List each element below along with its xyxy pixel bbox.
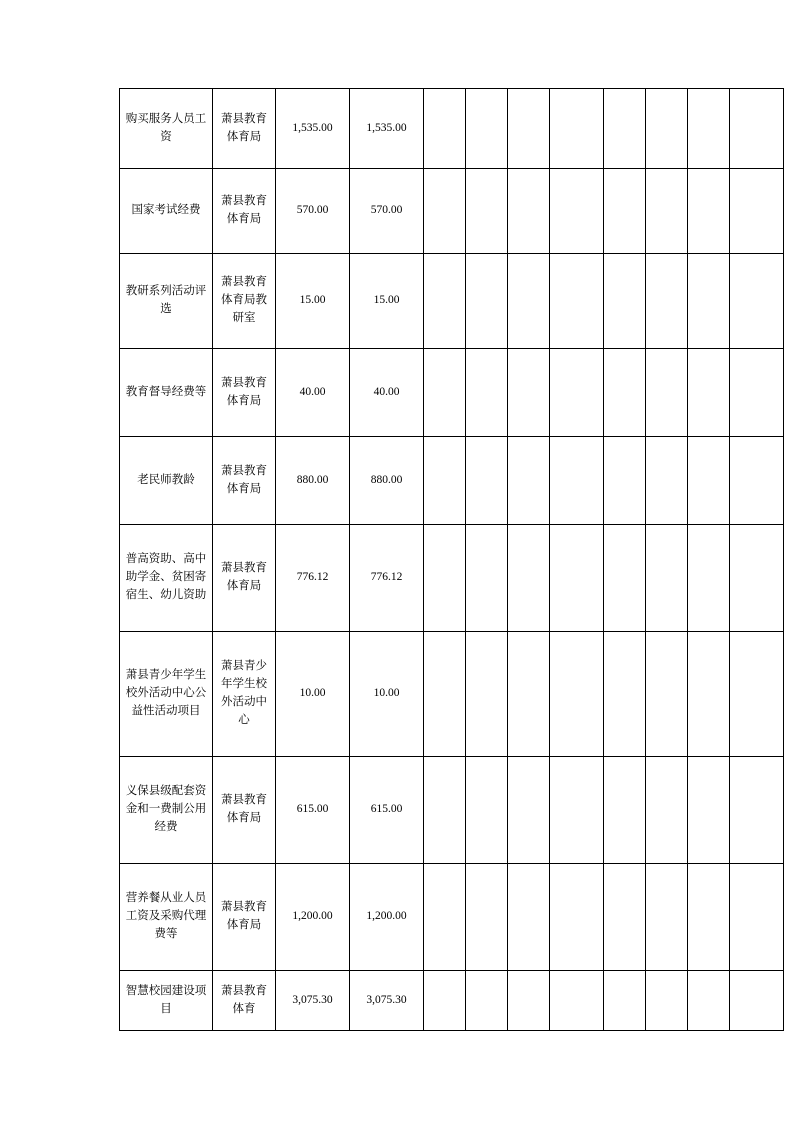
row-blank-cell — [646, 89, 688, 169]
row-amount-1: 3,075.30 — [276, 971, 350, 1031]
row-blank-cell — [604, 864, 646, 971]
row-blank-cell — [688, 89, 730, 169]
row-project-name: 教研系列活动评选 — [120, 254, 213, 349]
row-amount-2: 1,200.00 — [350, 864, 424, 971]
row-blank-cell — [550, 349, 604, 437]
page-bottom-margin — [0, 1035, 793, 1125]
table-row — [120, 169, 784, 254]
row-blank-cell — [688, 254, 730, 349]
row-amount-2: 3,075.30 — [350, 971, 424, 1031]
row-blank-cell — [508, 254, 550, 349]
row-blank-cell — [604, 437, 646, 525]
row-blank-cell — [466, 437, 508, 525]
table-row — [120, 437, 784, 525]
row-blank-cell — [688, 437, 730, 525]
row-blank-cell — [550, 864, 604, 971]
row-blank-cell — [424, 757, 466, 864]
row-blank-cell — [604, 254, 646, 349]
row-blank-cell — [646, 437, 688, 525]
row-department: 萧县教育体育局 — [213, 169, 276, 254]
row-blank-cell — [424, 971, 466, 1031]
table-row — [120, 864, 784, 971]
row-blank-cell — [508, 89, 550, 169]
row-blank-cell — [604, 169, 646, 254]
row-project-name: 智慧校园建设项目 — [120, 971, 213, 1031]
row-blank-cell — [550, 971, 604, 1031]
row-blank-cell — [604, 349, 646, 437]
row-blank-cell — [466, 971, 508, 1031]
row-blank-cell — [688, 971, 730, 1031]
row-blank-cell — [508, 169, 550, 254]
budget-table-body — [120, 89, 784, 1031]
table-row — [120, 254, 784, 349]
row-blank-cell — [424, 437, 466, 525]
row-blank-cell — [466, 757, 508, 864]
row-blank-cell — [424, 349, 466, 437]
row-blank-cell — [424, 525, 466, 632]
row-department: 萧县教育体育局 — [213, 864, 276, 971]
row-blank-cell — [730, 349, 784, 437]
table-row — [120, 971, 784, 1031]
row-amount-1: 570.00 — [276, 169, 350, 254]
row-blank-cell — [466, 349, 508, 437]
row-department: 萧县教育体育局教研室 — [213, 254, 276, 349]
row-amount-2: 15.00 — [350, 254, 424, 349]
row-department: 萧县教育体育局 — [213, 349, 276, 437]
row-project-name: 教育督导经费等 — [120, 349, 213, 437]
row-blank-cell — [508, 757, 550, 864]
row-amount-2: 40.00 — [350, 349, 424, 437]
row-blank-cell — [604, 971, 646, 1031]
row-amount-1: 15.00 — [276, 254, 350, 349]
row-amount-1: 615.00 — [276, 757, 350, 864]
table-row — [120, 349, 784, 437]
row-amount-2: 570.00 — [350, 169, 424, 254]
table-row — [120, 757, 784, 864]
row-blank-cell — [508, 632, 550, 757]
row-amount-1: 1,535.00 — [276, 89, 350, 169]
row-blank-cell — [466, 525, 508, 632]
budget-table-container — [119, 88, 675, 1031]
row-blank-cell — [688, 757, 730, 864]
row-blank-cell — [730, 437, 784, 525]
row-amount-2: 880.00 — [350, 437, 424, 525]
row-blank-cell — [550, 632, 604, 757]
row-amount-1: 40.00 — [276, 349, 350, 437]
row-project-name: 营养餐从业人员工资及采购代理费等 — [120, 864, 213, 971]
row-project-name: 义保县级配套资金和一费制公用经费 — [120, 757, 213, 864]
row-blank-cell — [508, 349, 550, 437]
row-blank-cell — [550, 757, 604, 864]
row-amount-2: 1,535.00 — [350, 89, 424, 169]
row-blank-cell — [688, 864, 730, 971]
row-blank-cell — [550, 89, 604, 169]
row-blank-cell — [730, 757, 784, 864]
table-row — [120, 89, 784, 169]
row-department: 萧县教育体育 — [213, 971, 276, 1031]
row-blank-cell — [646, 254, 688, 349]
row-blank-cell — [730, 525, 784, 632]
row-amount-1: 10.00 — [276, 632, 350, 757]
row-blank-cell — [508, 864, 550, 971]
row-blank-cell — [646, 349, 688, 437]
row-blank-cell — [466, 632, 508, 757]
row-blank-cell — [550, 437, 604, 525]
row-blank-cell — [730, 89, 784, 169]
row-blank-cell — [424, 89, 466, 169]
row-blank-cell — [424, 864, 466, 971]
row-blank-cell — [646, 525, 688, 632]
row-blank-cell — [550, 254, 604, 349]
row-department: 萧县青少年学生校外活动中心 — [213, 632, 276, 757]
table-row — [120, 525, 784, 632]
row-blank-cell — [508, 971, 550, 1031]
row-amount-1: 1,200.00 — [276, 864, 350, 971]
row-amount-2: 615.00 — [350, 757, 424, 864]
row-amount-1: 880.00 — [276, 437, 350, 525]
row-project-name: 国家考试经费 — [120, 169, 213, 254]
table-row — [120, 632, 784, 757]
row-blank-cell — [730, 632, 784, 757]
row-blank-cell — [508, 437, 550, 525]
row-blank-cell — [604, 632, 646, 757]
row-blank-cell — [688, 349, 730, 437]
row-department: 萧县教育体育局 — [213, 89, 276, 169]
row-amount-1: 776.12 — [276, 525, 350, 632]
row-blank-cell — [604, 89, 646, 169]
row-blank-cell — [604, 757, 646, 864]
budget-table — [119, 88, 784, 1031]
row-blank-cell — [424, 254, 466, 349]
row-blank-cell — [688, 632, 730, 757]
row-blank-cell — [466, 169, 508, 254]
row-blank-cell — [604, 525, 646, 632]
row-blank-cell — [424, 169, 466, 254]
row-blank-cell — [508, 525, 550, 632]
row-department: 萧县教育体育局 — [213, 437, 276, 525]
row-project-name: 购买服务人员工资 — [120, 89, 213, 169]
row-department: 萧县教育体育局 — [213, 525, 276, 632]
row-blank-cell — [730, 864, 784, 971]
row-blank-cell — [730, 254, 784, 349]
row-blank-cell — [646, 971, 688, 1031]
row-blank-cell — [550, 169, 604, 254]
row-blank-cell — [466, 89, 508, 169]
row-blank-cell — [646, 864, 688, 971]
row-blank-cell — [424, 632, 466, 757]
row-blank-cell — [646, 169, 688, 254]
row-blank-cell — [550, 525, 604, 632]
row-project-name: 普高资助、高中助学金、贫困寄宿生、幼儿资助 — [120, 525, 213, 632]
row-blank-cell — [730, 971, 784, 1031]
row-blank-cell — [730, 169, 784, 254]
row-blank-cell — [466, 864, 508, 971]
row-blank-cell — [688, 169, 730, 254]
row-project-name: 萧县青少年学生校外活动中心公益性活动项目 — [120, 632, 213, 757]
row-blank-cell — [466, 254, 508, 349]
row-blank-cell — [688, 525, 730, 632]
row-department: 萧县教育体育局 — [213, 757, 276, 864]
row-project-name: 老民师教龄 — [120, 437, 213, 525]
row-amount-2: 776.12 — [350, 525, 424, 632]
row-amount-2: 10.00 — [350, 632, 424, 757]
row-blank-cell — [646, 632, 688, 757]
row-blank-cell — [646, 757, 688, 864]
